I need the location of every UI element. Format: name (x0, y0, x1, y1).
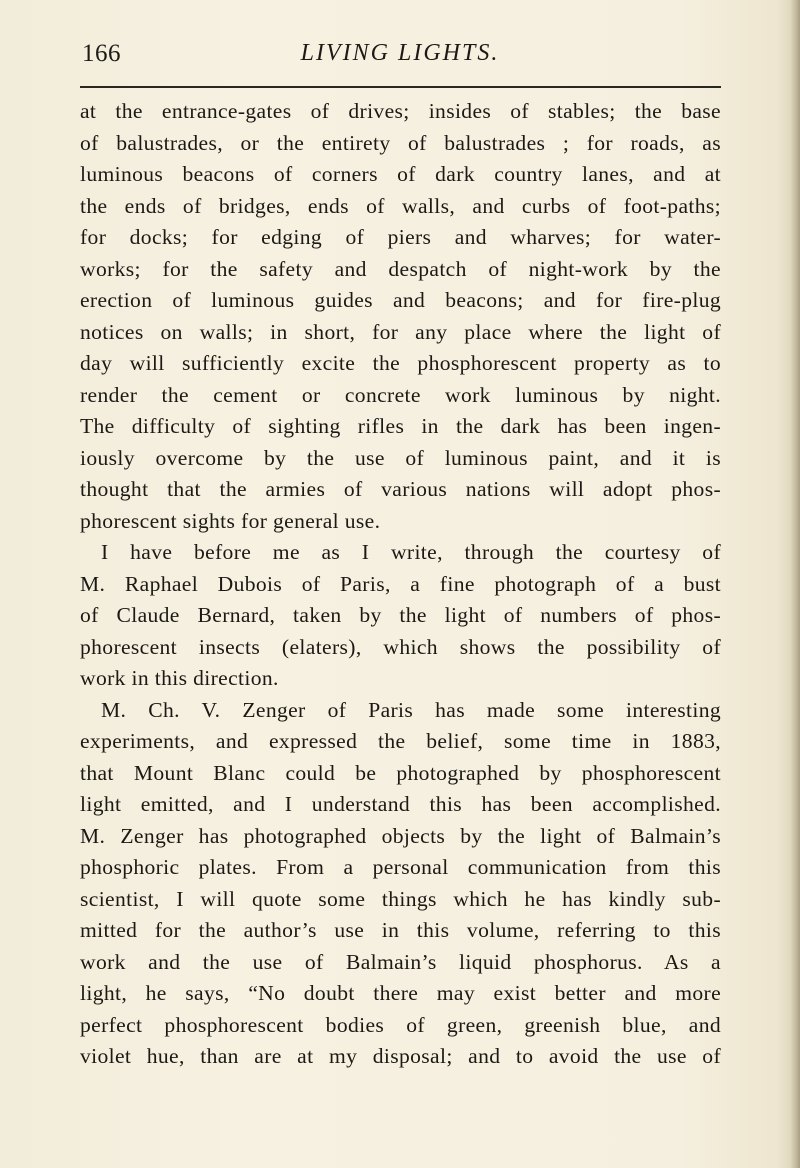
running-head (80, 40, 720, 80)
text-line: that Mount Blanc could be photographed by phosphorescent (80, 760, 721, 785)
text-line: render the cement or concrete work luminous by night. (80, 382, 721, 407)
page-edge-shadow (790, 0, 800, 1168)
text-line: iously overcome by the use of luminous paint, and it is (80, 445, 721, 470)
text-line: phosphoric plates. From a personal communication from this (80, 855, 721, 879)
body-text (80, 96, 721, 1073)
text-line: erection of luminous guides and beacons; and for fire-plug (80, 288, 721, 312)
text-line: notices on walls; in short, for any place where the light of (80, 319, 721, 344)
text-line: phorescent sights for general use. (80, 508, 381, 533)
text-line: M. Ch. V. Zenger of Paris has made some interesting (101, 697, 721, 722)
text-line: The difficulty of sighting rifles in the dark has been ingen- (80, 414, 721, 438)
text-line: thought that the armies of various nations will adopt phos- (80, 477, 721, 501)
text-line: light, he says, “No doubt there may exist better and more (80, 981, 721, 1005)
page-number: 166 (82, 40, 121, 67)
text-line: violet hue, than are at my disposal; and to avoid the use of (80, 1044, 721, 1068)
text-line: of balustrades, or the entirety of balustrades ; for roads, as (80, 130, 721, 155)
text-line: for docks; for edging of piers and wharves; for water- (80, 225, 721, 249)
text-line: scientist, I will quote some things which he has kindly sub- (80, 886, 721, 911)
text-line: perfect phosphorescent bodies of green, greenish blue, and (80, 1012, 721, 1037)
text-line: luminous beacons of corners of dark country lanes, and at (80, 162, 721, 186)
text-line: phorescent insects (elaters), which shows the possibility of (80, 634, 721, 659)
text-line: M. Zenger has photographed objects by the light of Balmain’s (80, 823, 721, 848)
text-line: the ends of bridges, ends of walls, and curbs of foot-paths; (80, 193, 721, 218)
text-line: experiments, and expressed the belief, some time in 1883, (80, 729, 721, 753)
text-line: work in this direction. (80, 666, 279, 690)
text-line: work and the use of Balmain’s liquid phosphorus. As a (80, 949, 721, 974)
text-line: works; for the safety and despatch of night-work by the (80, 256, 721, 281)
text-line: at the entrance-gates of drives; insides of stables; the base (80, 99, 721, 123)
header-rule (80, 86, 721, 88)
text-line: of Claude Bernard, taken by the light of numbers of phos- (80, 603, 721, 627)
text-line: mitted for the author’s use in this volume, referring to this (80, 918, 721, 942)
text-line: light emitted, and I understand this has been accomplished. (80, 792, 721, 816)
text-line: day will sufficiently excite the phosphorescent property as to (80, 351, 721, 375)
running-title: LIVING LIGHTS. (300, 40, 500, 66)
text-line: I have before me as I write, through the courtesy of (101, 540, 721, 564)
text-line: M. Raphael Dubois of Paris, a fine photograph of a bust (80, 571, 721, 596)
